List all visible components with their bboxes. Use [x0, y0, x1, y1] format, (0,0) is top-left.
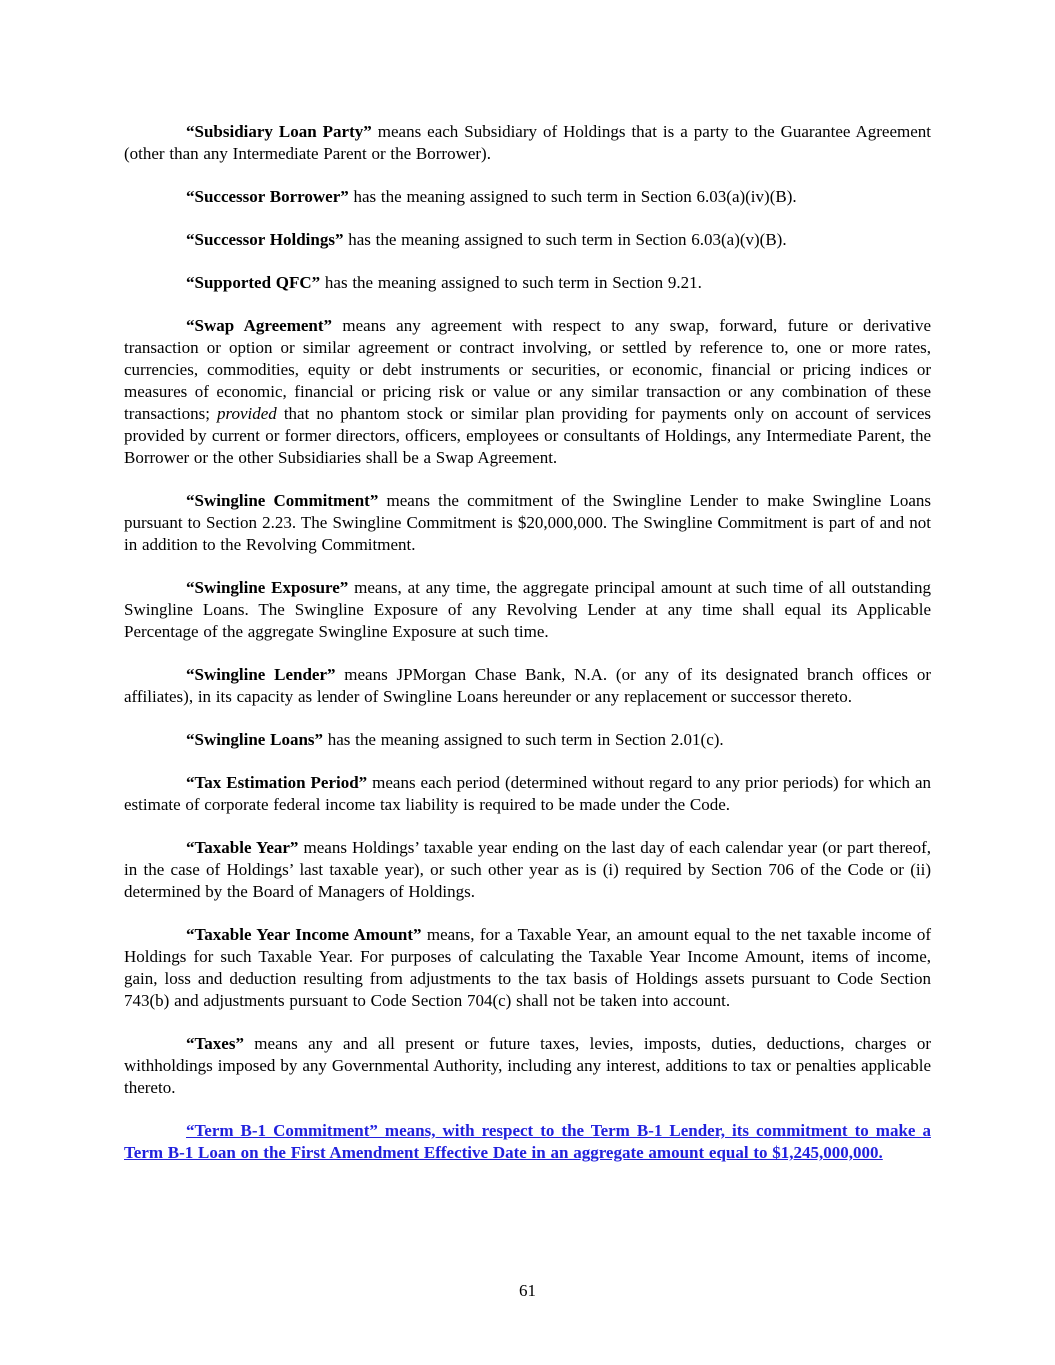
defined-term: “Taxable Year” [186, 838, 299, 857]
body-text: means any agreement with respect to any swap, forward, future or derivative transaction or option or similar agreement or contract involving, or settled by reference to, one or more rates, currencies, commodities, equity or debt instruments or securities, or economic, financial or pricing indices or measures of economic, financial or pricing risk or value or any similar transaction or any combination of these transactions; [124, 316, 931, 423]
paragraph-swingline-commitment [124, 490, 931, 556]
paragraph-tax-estimation-period [124, 772, 931, 816]
body-text: has the meaning assigned to such term in Section 2.01(c). [323, 730, 724, 749]
paragraph-swap-agreement [124, 315, 931, 469]
body-text: has the meaning assigned to such term in Section 9.21. [320, 273, 702, 292]
italic-text: provided [216, 404, 277, 423]
defined-term: “Taxes” [186, 1034, 244, 1053]
paragraph-taxable-year [124, 837, 931, 903]
paragraph-swingline-exposure [124, 577, 931, 643]
defined-term: “Tax Estimation Period” [186, 773, 368, 792]
body-text: means JPMorgan Chase Bank, N.A. (or any of its designated branch offices or affiliates), in its capacity as lender of Swingline Loans hereunder or any replacement or successor thereto. [124, 665, 931, 706]
paragraph-taxes [124, 1033, 931, 1099]
body-text: means Holdings’ taxable year ending on the last day of each calendar year (or part thereof, in the case of Holdings’ last taxable year), or such other year as is (i) required by Section 706 of the Code or (ii) determined by the Board of Managers of Holdings. [124, 838, 932, 901]
defined-term: “Swingline Exposure” [186, 578, 349, 597]
paragraph-successor-holdings [124, 229, 931, 251]
paragraph-successor-borrower [124, 186, 931, 208]
body-text: means each Subsidiary of Holdings that is a party to the Guarantee Agreement (other than any Intermediate Parent or the Borrower). [124, 122, 932, 163]
defined-term: “Supported QFC” [186, 273, 321, 292]
body-text: means any and all present or future taxes, levies, imposts, duties, deductions, charges or withholdings imposed by any Governmental Authority, including any interest, additions to tax or penalties applicable thereto. [124, 1034, 931, 1097]
defined-term: “Swap Agreement” [186, 316, 333, 335]
paragraph-subsidiary-loan-party [124, 121, 931, 165]
body-text: that no phantom stock or similar plan providing for payments only on account of services provided by current or former directors, officers, employees or consultants of Holdings, any Intermediate Parent, the Borrower or the other Subsidiaries shall be a Swap Agreement. [124, 404, 932, 467]
document-body [124, 121, 931, 1185]
paragraph-taxable-year-income-amount [124, 924, 931, 1012]
defined-term: “Swingline Commitment” [186, 491, 379, 510]
body-text: means the commitment of the Swingline Lender to make Swingline Loans pursuant to Section 2.23. The Swingline Commitment is $20,000,000. The Swingline Commitment is part of and not in addition to the Revolving Commitment. [124, 491, 931, 554]
body-text: means, at any time, the aggregate principal amount at such time of all outstanding Swingline Loans. The Swingline Exposure of any Revolving Lender at any time shall equal its Applicable Percentage of the aggregate Swingline Exposure at such time. [124, 578, 931, 641]
body-text: has the meaning assigned to such term in Section 6.03(a)(v)(B). [343, 230, 787, 249]
paragraph-swingline-lender [124, 664, 931, 708]
defined-term: “Subsidiary Loan Party” [186, 122, 372, 141]
page-number: 61 [519, 1281, 536, 1300]
defined-term: “Swingline Lender” [186, 665, 336, 684]
body-text: has the meaning assigned to such term in Section 6.03(a)(iv)(B). [348, 187, 797, 206]
body-text: means, for a Taxable Year, an amount equal to the net taxable income of Holdings for such Taxable Year. For purposes of calculating the Taxable Year Income Amount, items of income, gain, loss and deduction resulting from adjustments to the tax basis of Holdings assets pursuant to Code Section 743(b) and adjustments pursuant to Code Section 704(c) shall not be taken into account. [124, 925, 931, 1010]
paragraph-supported-qfc [124, 272, 931, 294]
defined-term: “Swingline Loans” [186, 730, 324, 749]
body-text: means each period (determined without regard to any prior periods) for which an estimate of corporate federal income tax liability is required to be made under the Code. [124, 773, 931, 814]
defined-term: “Successor Borrower” [186, 187, 349, 206]
paragraph-swingline-loans [124, 729, 931, 751]
paragraph-term-b-1-commitment [124, 1120, 931, 1164]
defined-term: “Successor Holdings” [186, 230, 344, 249]
body-text: “Term B-1 Commitment” means, with respect to the Term B-1 Lender, its commitment to make a Term B-1 Loan on the First Amendment Effective Date in an aggregate amount equal to $1,245,000,000. [124, 1121, 931, 1162]
defined-term: “Taxable Year Income Amount” [186, 925, 422, 944]
